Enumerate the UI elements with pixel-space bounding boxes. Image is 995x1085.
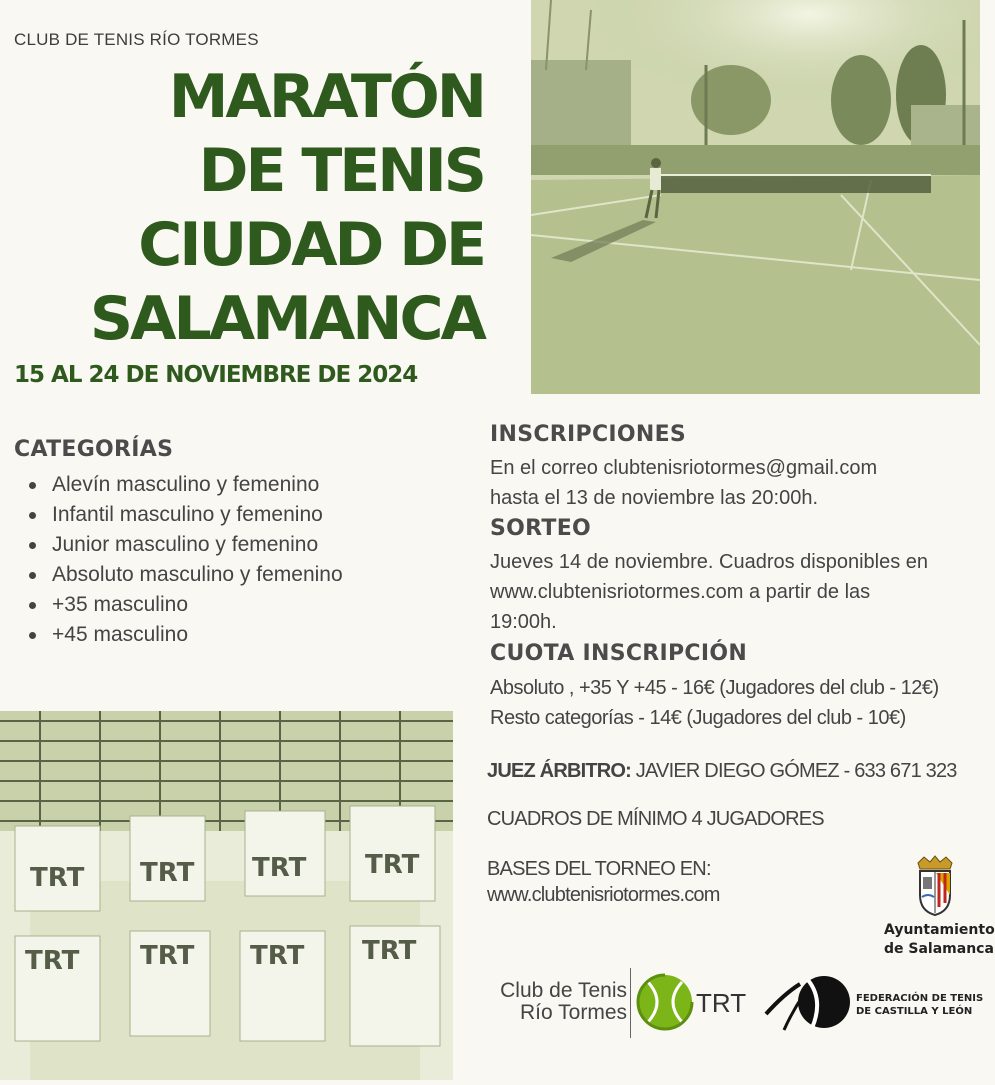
cuota-heading: CUOTA INSCRIPCIÓN bbox=[490, 641, 748, 666]
trophy-text: TRT bbox=[140, 858, 195, 888]
bases-url: www.clubtenisriotormes.com bbox=[487, 884, 720, 906]
event-title bbox=[90, 60, 484, 356]
text-line: Jueves 14 de noviembre. Cuadros disponibles en bbox=[490, 551, 929, 573]
list-item: Absoluto masculino y femenino bbox=[24, 560, 343, 590]
event-dates: 15 AL 24 DE NOVIEMBRE DE 2024 bbox=[14, 362, 418, 388]
text-line: de Salamanca bbox=[884, 941, 994, 957]
text-line: DE CASTILLA Y LEÓN bbox=[856, 1006, 973, 1017]
text-line: www.clubtenisriotormes.com a partir de las bbox=[490, 581, 871, 603]
text-line: hasta el 13 de noviembre las 20:00h. bbox=[490, 487, 818, 509]
list-item: Infantil masculino y femenino bbox=[24, 500, 343, 530]
text-line: Club de Tenis bbox=[500, 979, 627, 1002]
title-line: MARATÓN bbox=[168, 62, 484, 132]
logo-divider bbox=[630, 968, 631, 1038]
list-item: Junior masculino y femenino bbox=[24, 530, 343, 560]
list-item: +35 masculino bbox=[24, 590, 343, 620]
trophy-text: TRT bbox=[140, 941, 195, 971]
inscripciones-text bbox=[490, 453, 877, 513]
coat-of-arms-icon bbox=[910, 855, 960, 917]
club-logo-text bbox=[482, 980, 627, 1024]
sorteo-text bbox=[490, 547, 928, 637]
title-line: SALAMANCA bbox=[89, 284, 484, 354]
trophy-text: TRT bbox=[30, 863, 85, 893]
text-line: 19:00h. bbox=[490, 611, 557, 633]
list-item: Alevín masculino y femenino bbox=[24, 470, 343, 500]
text-line: Resto categorías - 14€ (Jugadores del club - 10€) bbox=[490, 707, 906, 729]
juez-arbitro bbox=[487, 760, 957, 783]
trophy-text: TRT bbox=[362, 936, 417, 966]
categorias-list bbox=[24, 470, 343, 650]
text-line: FEDERACIÓN DE TENIS bbox=[856, 993, 984, 1004]
title-line: CIUDAD DE bbox=[138, 210, 484, 280]
bases-label: BASES DEL TORNEO EN: bbox=[487, 858, 711, 880]
cuadros-note: CUADROS DE MÍNIMO 4 JUGADORES bbox=[487, 808, 824, 830]
text-line: Absoluto , +35 Y +45 - 16€ (Jugadores del club - 12€) bbox=[490, 677, 939, 699]
ayuntamiento-text bbox=[884, 921, 995, 959]
text-line: En el correo clubtenisriotormes@gmail.com bbox=[490, 457, 878, 479]
categorias-heading: CATEGORÍAS bbox=[14, 437, 174, 462]
trophy-text: TRT bbox=[250, 941, 305, 971]
list-item: +45 masculino bbox=[24, 620, 343, 650]
trophy-text: TRT bbox=[252, 853, 307, 883]
juez-label: JUEZ ÁRBITRO: bbox=[487, 760, 632, 782]
tennis-court-photo bbox=[531, 0, 980, 394]
federacion-logo-icon bbox=[764, 972, 854, 1034]
text-line: Ayuntamiento bbox=[884, 922, 995, 938]
trophy-text: TRT bbox=[25, 946, 80, 976]
sorteo-heading: SORTEO bbox=[490, 516, 592, 541]
trophies-photo bbox=[0, 711, 453, 1080]
trt-logo bbox=[636, 972, 748, 1032]
juez-value: JAVIER DIEGO GÓMEZ - 633 671 323 bbox=[631, 760, 957, 782]
trt-text: TRT bbox=[696, 988, 747, 1018]
inscripciones-heading: INSCRIPCIONES bbox=[490, 422, 687, 447]
cuota-text bbox=[490, 673, 939, 733]
federacion-text bbox=[856, 992, 983, 1018]
trophy-text: TRT bbox=[365, 850, 420, 880]
title-line: DE TENIS bbox=[198, 136, 484, 206]
bases-info bbox=[487, 856, 720, 908]
club-header: CLUB DE TENIS RÍO TORMES bbox=[14, 30, 259, 49]
text-line: Río Tormes bbox=[520, 1001, 627, 1024]
